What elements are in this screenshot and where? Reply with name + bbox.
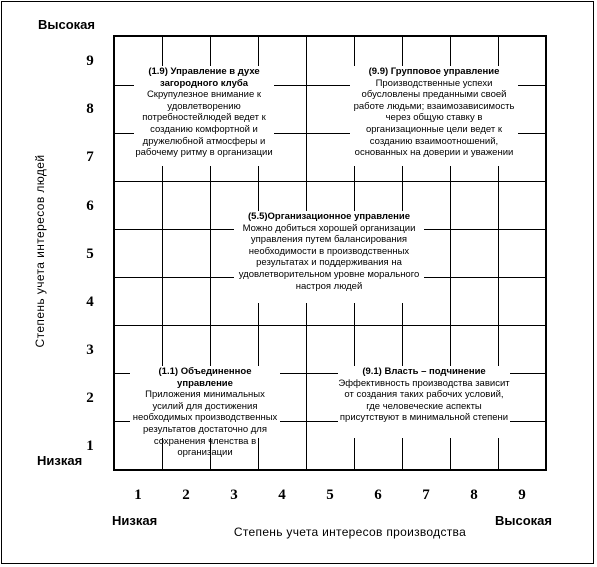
style-1-1-title: (1.1) Объединенное управление xyxy=(158,366,252,389)
y-tick-1: 1 xyxy=(86,438,94,454)
style-9-9-text: Производственные успехи обусловлены преданными своей работе людьми; взаимозависимость через общую ставку в организационные цели ведет к созданию взаимоотношений, основанных на доверии и уважении xyxy=(353,77,515,159)
style-9-9-box xyxy=(350,66,518,166)
x-tick-2: 2 xyxy=(182,487,190,503)
style-1-9-box xyxy=(134,66,274,166)
x-tick-6: 6 xyxy=(374,487,382,503)
style-1-1-text: Приложения минимальных усилий для достижения необходимых производственных результатов достаточно для сохранения членства в организации xyxy=(132,389,278,459)
y-tick-8: 8 xyxy=(86,101,94,117)
x-axis-title: Степень учета интересов производства xyxy=(233,525,467,539)
y-axis-title: Степень учета интересов людей xyxy=(33,154,47,348)
style-1-9-title: (1.9) Управление в духе загородного клуба xyxy=(148,66,260,89)
y-tick-4: 4 xyxy=(86,294,94,310)
style-5-5-box xyxy=(234,211,424,303)
y-low-label: Низкая xyxy=(37,453,83,468)
x-tick-7: 7 xyxy=(422,487,430,503)
style-9-1-text: Эффективность производства зависит от создания таких рабочих условий, где человеческие аспекты присутствуют в минимальной степени xyxy=(338,377,510,424)
y-tick-9: 9 xyxy=(86,53,94,69)
style-9-1-box xyxy=(338,366,510,438)
y-high-label: Высокая xyxy=(38,17,95,32)
x-high-label: Высокая xyxy=(495,513,552,528)
style-1-1-box xyxy=(130,366,280,459)
y-tick-6: 6 xyxy=(86,198,94,214)
x-tick-5: 5 xyxy=(326,487,334,503)
y-tick-3: 3 xyxy=(86,342,94,358)
y-tick-2: 2 xyxy=(86,390,94,406)
style-5-5-title: (5.5)Организационное управление xyxy=(248,211,410,222)
x-tick-3: 3 xyxy=(230,487,238,503)
x-tick-8: 8 xyxy=(470,487,478,503)
y-tick-7: 7 xyxy=(86,149,94,165)
y-tick-5: 5 xyxy=(86,246,94,262)
style-5-5-text: Можно добиться хорошей организации управления путем балансирования необходимости в производственных результатах и поддерживания на удовлетворительном уровне морального настроя людей xyxy=(238,222,420,292)
x-tick-9: 9 xyxy=(518,487,526,503)
style-1-9-text: Скрупулезное внимание к удовлетворению потребностейлюдей ведет к созданию комфортной и дружелюбной атмосферы и рабочему ритму в организации xyxy=(135,89,273,159)
x-tick-1: 1 xyxy=(134,487,142,503)
x-low-label: Низкая xyxy=(112,513,158,528)
style-9-1-title: (9.1) Власть – подчинение xyxy=(362,366,486,377)
style-9-9-title: (9.9) Групповое управление xyxy=(368,66,500,77)
x-tick-4: 4 xyxy=(278,487,286,503)
